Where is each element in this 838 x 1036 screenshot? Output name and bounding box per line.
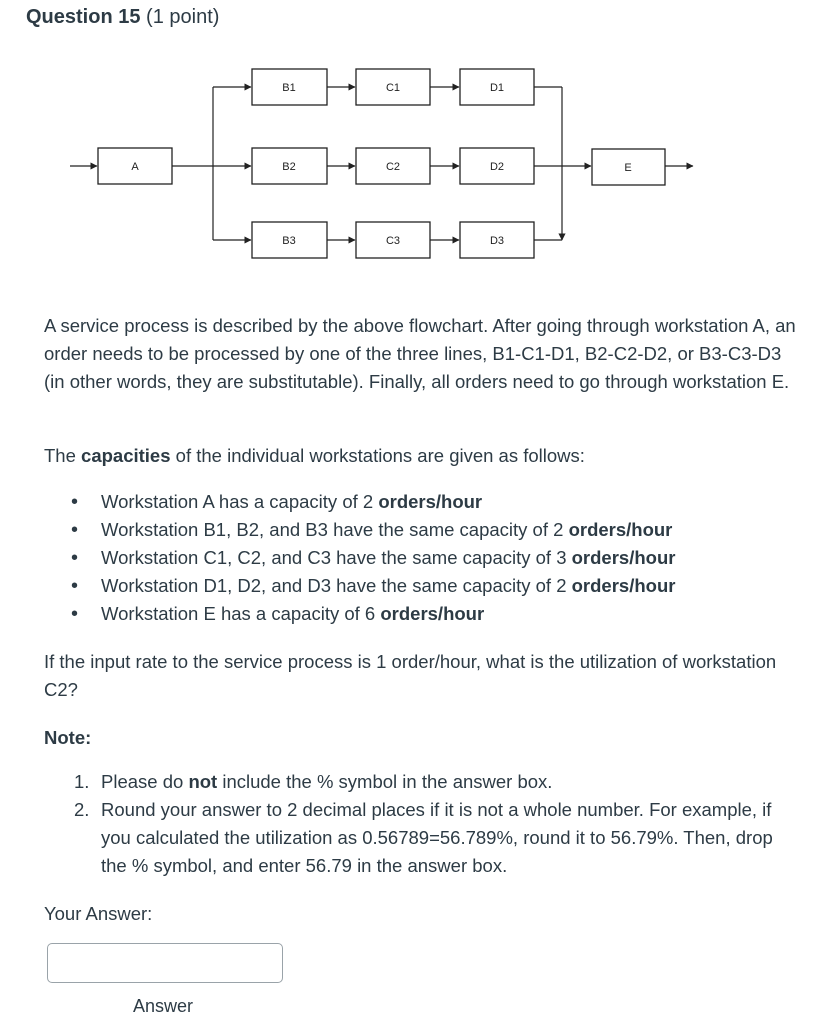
list-item [44,516,675,544]
capacity-text: Workstation D1, D2, and D3 have the same capacity of 2 [101,575,572,596]
label-b3: B3 [282,235,296,247]
question-points: (1 point) [146,6,220,28]
list-item [44,768,784,796]
capacities-bold: capacities [81,445,171,466]
label-c3: C3 [385,235,401,247]
capacity-text: Workstation E has a capacity of 6 [101,603,381,624]
intro-paragraph: A service process is described by the above flowchart. After going through workstation A, an order needs to be processed by one of the three lines, B1-C1-D1, B2-C2-D2, or B3-C3-D3 (in other words, they are substitutable). Finally, all orders need to go through workstation E. [44,315,796,392]
question-header [26,6,219,29]
list-item [44,544,675,572]
capacity-list [44,488,675,628]
your-answer-label: Your Answer: [44,903,153,924]
note-label: Note: [44,727,92,748]
capacities-intro [44,442,804,470]
label-b2: B2 [282,161,296,173]
note-bold: not [188,771,218,792]
label-a: A [131,161,139,173]
label-b1: B1 [282,82,296,94]
capacity-unit: orders/hour [568,519,673,540]
list-item [44,796,784,880]
note-text: include the % symbol in the answer box. [217,771,553,792]
capacity-unit: orders/hour [378,491,483,512]
answer-input[interactable] [47,943,283,983]
label-c2: C2 [385,161,401,173]
capacity-unit: orders/hour [571,575,676,596]
list-item [44,572,675,600]
list-item [44,488,675,516]
label-d3: D3 [489,235,505,247]
question-title: Question 15 [26,6,141,28]
label-d1: D1 [489,82,505,94]
process-flowchart [0,60,838,280]
answer-caption: Answer [133,996,194,1016]
note-number: 2. [74,799,90,820]
note-text: Round your answer to 2 decimal places if it is not a whole number. For example, if you calculated the utilization as 0.56789=56.789%, round it to 56.79%. Then, drop the % symbol, and enter 56.79 in the answer box. [101,799,773,876]
capacity-text: Workstation C1, C2, and C3 have the same capacity of 3 [101,547,572,568]
capacities-pre: The [44,445,82,466]
notes-list [44,768,784,880]
note-text: Please do [101,771,189,792]
label-c1: C1 [385,82,401,94]
question-text: If the input rate to the service process is 1 order/hour, what is the utilization of workstation C2? [44,651,777,700]
list-item [44,600,675,628]
label-d2: D2 [489,161,505,173]
capacity-text: Workstation B1, B2, and B3 have the same capacity of 2 [101,519,569,540]
capacity-unit: orders/hour [380,603,485,624]
label-e: E [624,162,632,174]
capacity-text: Workstation A has a capacity of 2 [101,491,379,512]
capacity-unit: orders/hour [571,547,676,568]
capacities-post: of the individual workstations are given as follows: [170,445,585,466]
note-number: 1. [74,771,90,792]
